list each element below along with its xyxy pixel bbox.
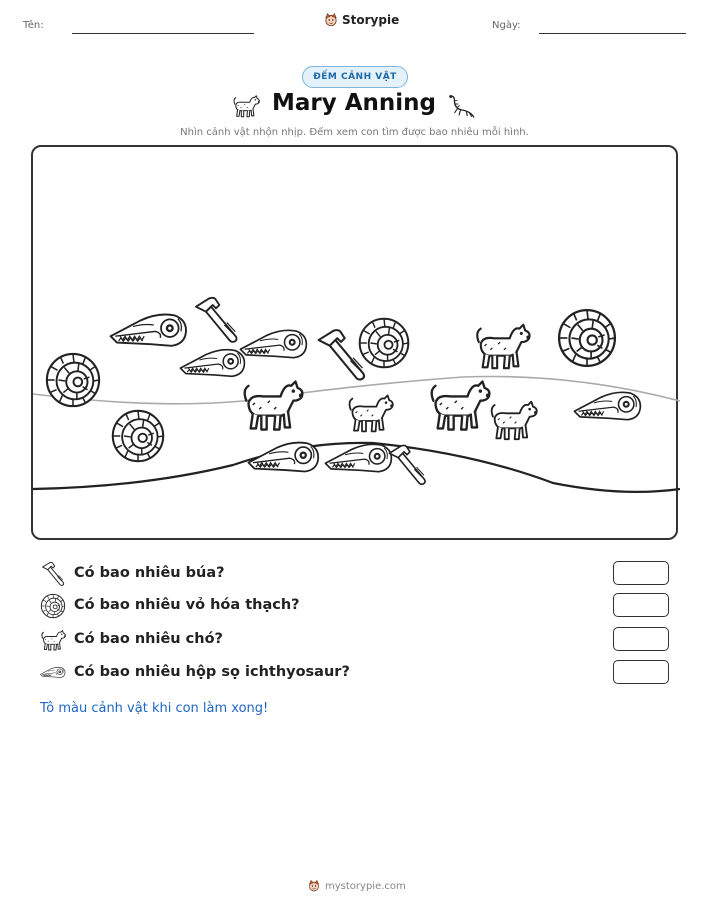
- answer-box-hammers[interactable]: [613, 561, 669, 585]
- storypie-mascot-icon: [323, 12, 339, 28]
- ammonite-fossil-2: [113, 411, 163, 461]
- coloring-note: Tô màu cảnh vật khi con làm xong!: [40, 701, 269, 716]
- hammer-3: [389, 445, 425, 484]
- question-text: Có bao nhiêu vỏ hóa thạch?: [74, 597, 300, 613]
- ammonite-fossil-icon: [40, 593, 66, 619]
- scene-drawing: [33, 147, 680, 542]
- instructions: Nhìn cảnh vật nhộn nhịp. Đếm xem con tìm được bao nhiêu mỗi hình.: [180, 127, 529, 138]
- ammonite-fossil-1: [47, 354, 99, 406]
- dog-4: [477, 325, 530, 369]
- date-label: Ngày:: [492, 20, 521, 31]
- answer-box-dogs[interactable]: [613, 627, 669, 651]
- background-hill-line: [33, 377, 680, 404]
- answer-box-fossils[interactable]: [613, 593, 669, 617]
- hammer-icon: [40, 561, 66, 587]
- ichthyosaur-skull-icon: [40, 660, 66, 686]
- ichthyosaur-skull-2: [180, 350, 244, 377]
- ammonite-fossil-4: [559, 310, 615, 366]
- question-row-skulls: [40, 660, 670, 686]
- name-line[interactable]: [72, 33, 254, 34]
- dog-icon: [40, 627, 66, 653]
- hammer-2: [319, 330, 364, 379]
- hammer-1: [196, 298, 237, 342]
- page-title: Mary Anning: [271, 90, 437, 116]
- question-text: Có bao nhiêu chó?: [74, 631, 223, 647]
- site-url[interactable]: mystorypie.com: [325, 880, 406, 892]
- answer-box-skulls[interactable]: [613, 660, 669, 684]
- date-line[interactable]: [539, 33, 686, 34]
- name-label: Tên:: [23, 20, 44, 31]
- ichthyosaur-skull-6: [574, 392, 640, 419]
- question-text: Có bao nhiêu hộp sọ ichthyosaur?: [74, 664, 350, 680]
- question-row-dogs: [40, 627, 670, 653]
- plesiosaur-icon: [447, 92, 477, 122]
- counting-scene: [31, 145, 678, 540]
- ammonite-fossil-3: [360, 319, 409, 368]
- dog-1: [245, 382, 303, 430]
- ichthyosaur-skull-3: [240, 330, 306, 357]
- storypie-logo: [323, 12, 399, 28]
- dog-5: [492, 402, 537, 440]
- question-text: Có bao nhiêu búa?: [74, 565, 225, 581]
- storypie-mascot-icon: [307, 879, 321, 893]
- ichthyosaur-skull-1: [111, 314, 186, 345]
- ichthyosaur-skull-4: [248, 443, 318, 472]
- activity-badge: ĐẾM CẢNH VẬT: [302, 66, 408, 88]
- brand-name: Storypie: [342, 13, 400, 27]
- dog-3: [432, 382, 490, 430]
- site-footer: [307, 879, 406, 893]
- question-row-hammers: [40, 561, 670, 587]
- dog-2: [350, 395, 394, 431]
- ichthyosaur-skull-5: [325, 444, 391, 471]
- question-row-fossils: [40, 593, 670, 619]
